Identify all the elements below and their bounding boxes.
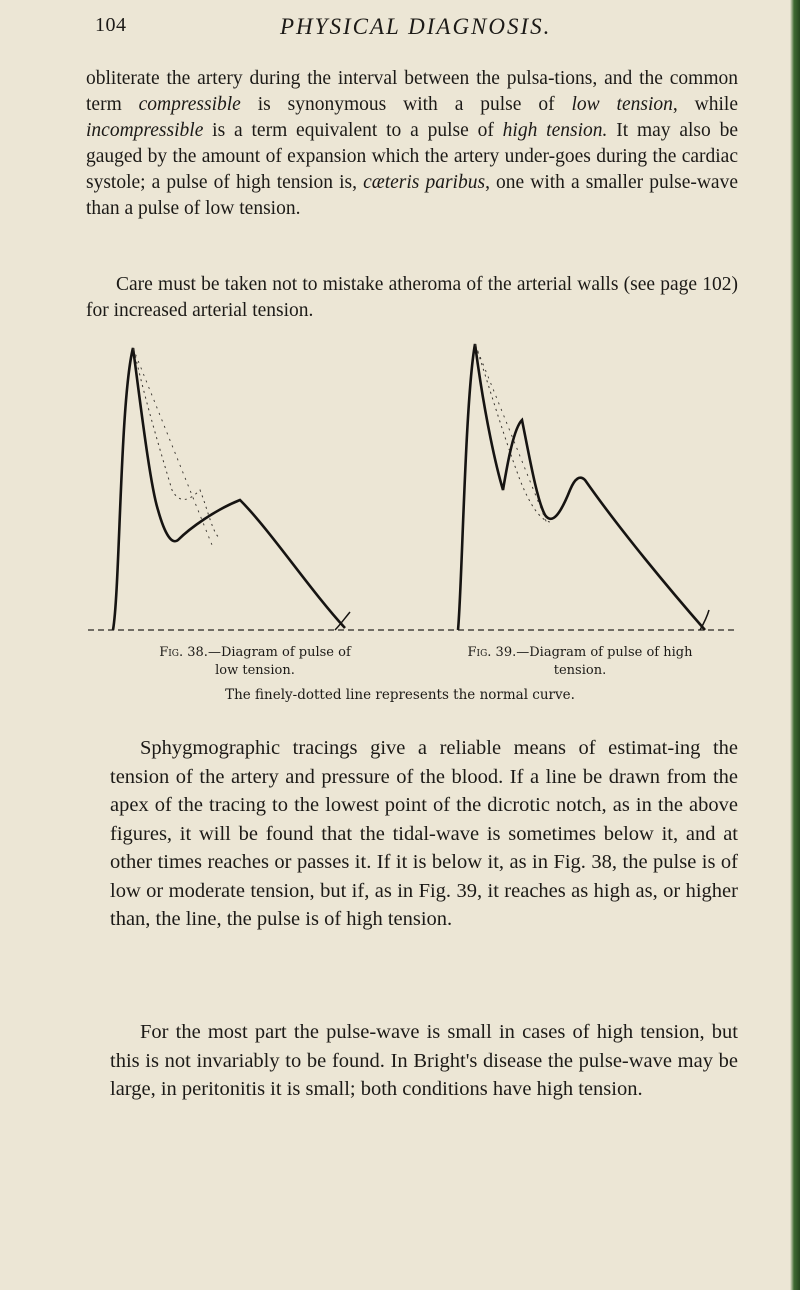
p1-term-low-tension: low tension: [571, 94, 673, 115]
fig38-pulse-curve: [113, 348, 345, 630]
p1-term-high-tension: high tension.: [502, 120, 608, 141]
p1-term-compressible: compressible: [138, 94, 241, 115]
pulse-diagrams-svg: [0, 340, 800, 640]
paragraph-tension-terms: [86, 66, 738, 222]
p1-term-incompressible: incompressible: [86, 120, 204, 141]
p1-text-6: , one with a smaller pulse-wave than a pulse of low tension.: [86, 172, 738, 219]
running-title: PHYSICAL DIAGNOSIS.: [280, 14, 552, 39]
fig39-pulse-curve: [458, 344, 705, 630]
paragraph-pulse-wave: For the most part the pulse-wave is small in cases of high tension, but this is not invariably to be found. In Bright's disease the pulse-wave may be large, in peritonitis it is small; both conditions have high tension.: [110, 1021, 738, 1100]
p1-text-5: It may also be gauged by the amount of expansion which the artery under-goes during the cardiac systole; a pulse of high tension is,: [86, 120, 738, 193]
p1-text-1: obliterate the artery during the interval between the pulsa-tions, and the common term: [86, 68, 738, 115]
fig38-label: Fig. 38.: [159, 645, 208, 660]
fig38-caption-text: —Diagram of pulse of low tension.: [207, 645, 351, 678]
p1-term-caeteris-paribus: cæteris paribus: [363, 172, 486, 193]
fig39-caption: [460, 644, 700, 680]
page-edge-binding: [790, 0, 800, 1290]
figure-note: The finely-dotted line represents the normal curve.: [225, 687, 575, 703]
p1-text-4: is a term equivalent to a pulse of: [203, 120, 503, 141]
p1-text-2: is synonymous with a pulse of: [240, 94, 572, 115]
fig39-apex-notch-line: [475, 344, 548, 526]
fig39-caption-text: —Diagram of pulse of high tension.: [516, 645, 693, 678]
fig38-caption: [150, 644, 360, 680]
paragraph-sphygmographic: Sphygmographic tracings give a reliable means of estimat-ing the tension of the artery and pressure of the blood. If a line be drawn from the apex of the tracing to the lowest point of the dicrotic notch, as in the above figures, it will be found that the tidal-wave is sometimes below it, and at other times reaches or passes it. If it is below it, as in Fig. 38, the pulse is of low or moderate tension, but if, as in Fig. 39, it reaches as high as, or higher than, the line, the pulse is of high tension.: [110, 737, 738, 930]
fig38-apex-notch-line: [133, 348, 212, 545]
fig39-label: Fig. 39.: [467, 645, 517, 660]
fig39-end-tick: [700, 610, 709, 630]
pulse-diagrams-figure: [0, 340, 800, 640]
page-number: 104: [95, 14, 127, 36]
paragraph-atheroma: Care must be taken not to mistake atheroma of the arterial walls (see page 102) for increased arterial tension.: [86, 274, 738, 321]
p1-text-3: , while: [672, 94, 738, 115]
